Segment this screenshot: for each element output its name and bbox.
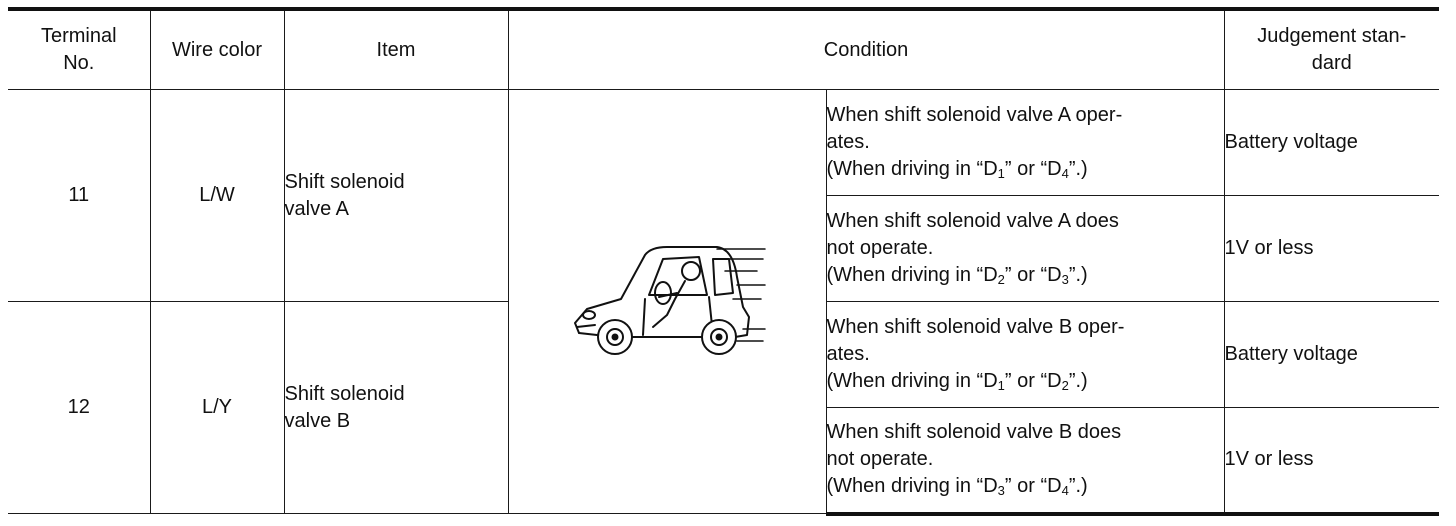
item-cell: Shift solenoid valve B bbox=[284, 302, 508, 514]
condition-illustration bbox=[508, 90, 826, 514]
condition-text: When shift solenoid valve A does not operate. (When driving in “$D_2$” or “$D_3$”.) bbox=[826, 196, 1224, 302]
wire-color-cell: L/W bbox=[150, 90, 284, 302]
terminal-cell: 11 bbox=[8, 90, 150, 302]
header-wire-color: Wire color bbox=[150, 9, 284, 90]
driving-car-icon bbox=[567, 237, 767, 367]
condition-text: When shift solenoid valve B does not operate. (When driving in “$D_3$” or “$D_4$”.) bbox=[826, 408, 1224, 514]
header-condition: Condition bbox=[508, 9, 1224, 90]
header-row bbox=[8, 9, 1439, 90]
item-cell: Shift solenoid valve A bbox=[284, 90, 508, 302]
header-judgement-standard: Judgement stan-dard bbox=[1224, 9, 1439, 90]
condition-text: When shift solenoid valve A oper- ates. (When driving in “$D_1$” or “$D_4$”.) bbox=[826, 90, 1224, 196]
wire-color-cell: L/Y bbox=[150, 302, 284, 514]
judgement-standard-cell: Battery voltage bbox=[1224, 302, 1439, 408]
condition-text: When shift solenoid valve B oper- ates. (When driving in “$D_1$” or “$D_2$”.) bbox=[826, 302, 1224, 408]
judgement-standard-cell: Battery voltage bbox=[1224, 90, 1439, 196]
terminal-spec-table bbox=[8, 7, 1439, 516]
judgement-standard-cell: 1V or less bbox=[1224, 408, 1439, 514]
header-terminal: Terminal No. bbox=[8, 9, 150, 90]
header-item: Item bbox=[284, 9, 508, 90]
terminal-cell: 12 bbox=[8, 302, 150, 514]
judgement-standard-cell: 1V or less bbox=[1224, 196, 1439, 302]
table-row bbox=[8, 90, 1439, 196]
